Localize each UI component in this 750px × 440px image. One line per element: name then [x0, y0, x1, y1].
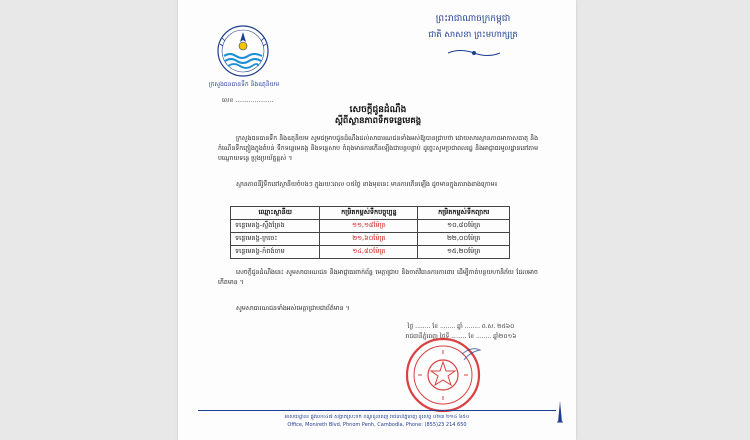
footer-address-km: អាសយដ្ឋាន៖ ផ្លូវលេខ៤៧ សង្កាត់ស្រះចក ខណ្ឌដូនពេញ រាជធានីភ្នំពេញ ទូរស័ព្ទ ០២៣ ២១៤ ៦៥០: [284, 414, 470, 420]
body-paragraph: ក្រសួងធនធានទឹក និងឧតុនិយម សូមជម្រាបជូនដំណឹងដល់សាធារណជនទាំងអស់ឱ្យបានជ្រាបថា ដោយសារស្ថានភាពអាកាសធាតុ និងកំណើនទឹកភ្លៀងក្នុងតំបន់ ទឹកទន្លេមេគង្គ និងទន្លេសាប កំពុងមានការកើនឡើងជាបន្តបន្ទាប់ ដូច្នេះសូមប្រជាពលរដ្ឋ និងអាជ្ញាធរមូលដ្ឋាននៅតាមបណ្តោយទន្លេ ប្រុងប្រយ័ត្នខ្ពស់ ។: [218, 135, 538, 162]
lunar-date: ថ្ងៃ ........ ខែ ........ ឆ្នាំ ........ ព.ស. ២៥៦០: [407, 323, 515, 330]
reference-number: លេខ ....................: [222, 97, 274, 104]
solar-date: រាជធានីភ្នំពេញ ថ្ងៃទី ........ ខែ ........ ឆ្នាំ២០១៦: [405, 333, 517, 340]
forecast-level: ១៥,២០ម៉ែត្រ: [418, 246, 510, 259]
column-header-current-level: កម្រិតកម្ពស់ទឹកបច្ចុប្បន្ន: [320, 207, 418, 220]
station-name: ទន្លេមេគង្គ-កំពង់ចាម: [231, 246, 320, 259]
current-level: ១១,១៨ម៉ែត្រ: [320, 220, 418, 233]
closing-paragraph: សូមសាធារណជនទាំងអស់មេត្តាជ្រាបជាព័ត៌មាន ។: [236, 305, 350, 312]
column-header-station: ឈ្មោះស្ថានីយ: [231, 207, 320, 220]
forecast-level: ១០,៨០ម៉ែត្រ: [418, 220, 510, 233]
document-page: [178, 0, 576, 440]
column-header-forecast-level: កម្រិតកម្ពស់ទឹកព្យាករ: [418, 207, 510, 220]
table-row: [231, 233, 510, 246]
ministry-logo-icon: [210, 24, 276, 78]
body-paragraph: ស្ថានភាពនីវ៉ូទឹកនៅស្ថានីយចំបងៗ ក្នុងរយៈពេល ០៥ថ្ងៃ ខាងមុខនេះ មានការកើនឡើង ដូចមានក្នុងតារាងខាងក្រោម៖: [236, 181, 498, 188]
footer-divider: [198, 410, 556, 411]
body-paragraph: សេចក្តីជូនដំណឹងនេះ សូមសាធារណជន និងអាជ្ញាធរពាក់ព័ន្ធ មេត្តាជ្រាប និងចាត់វិធានការការពារ ដើម្បីកាត់បន្ថយហានិភ័យ ដែលអាចកើតមាន ។: [218, 269, 538, 286]
table-header-row: [231, 207, 510, 220]
footer-address-en: Office, Monireth Blvd, Phnom Penh, Cambodia, Phone: (855)23 214 650: [287, 422, 467, 428]
current-level: ១៤,៨០ម៉ែត្រ: [320, 246, 418, 259]
water-level-table: [230, 206, 510, 259]
current-level: ២១,៦០ម៉ែត្រ: [320, 233, 418, 246]
table-row: [231, 246, 510, 259]
table-row: [231, 220, 510, 233]
national-motto: ជាតិ សាសនា ព្រះមហាក្សត្រ: [428, 30, 518, 40]
kingdom-heading: ព្រះរាជាណាចក្រកម្ពុជា: [435, 14, 511, 24]
tower-icon: [554, 400, 566, 424]
ornament-divider-icon: [446, 48, 502, 58]
document-subtitle: ស្តីពីស្ថានភាពទឹកទន្លេមេគង្គ: [334, 116, 422, 126]
station-name: ទន្លេមេគង្គ-ស្ទឹងត្រែង: [231, 220, 320, 233]
official-seal-icon: [404, 336, 482, 414]
station-name: ទន្លេមេគង្គ-ក្រចេះ: [231, 233, 320, 246]
document-title: សេចក្តីជូនដំណឹង: [349, 105, 407, 115]
forecast-level: ២២,០០ម៉ែត្រ: [418, 233, 510, 246]
ministry-name: ក្រសួងធនធានទឹក និងឧតុនិយម: [208, 81, 280, 88]
